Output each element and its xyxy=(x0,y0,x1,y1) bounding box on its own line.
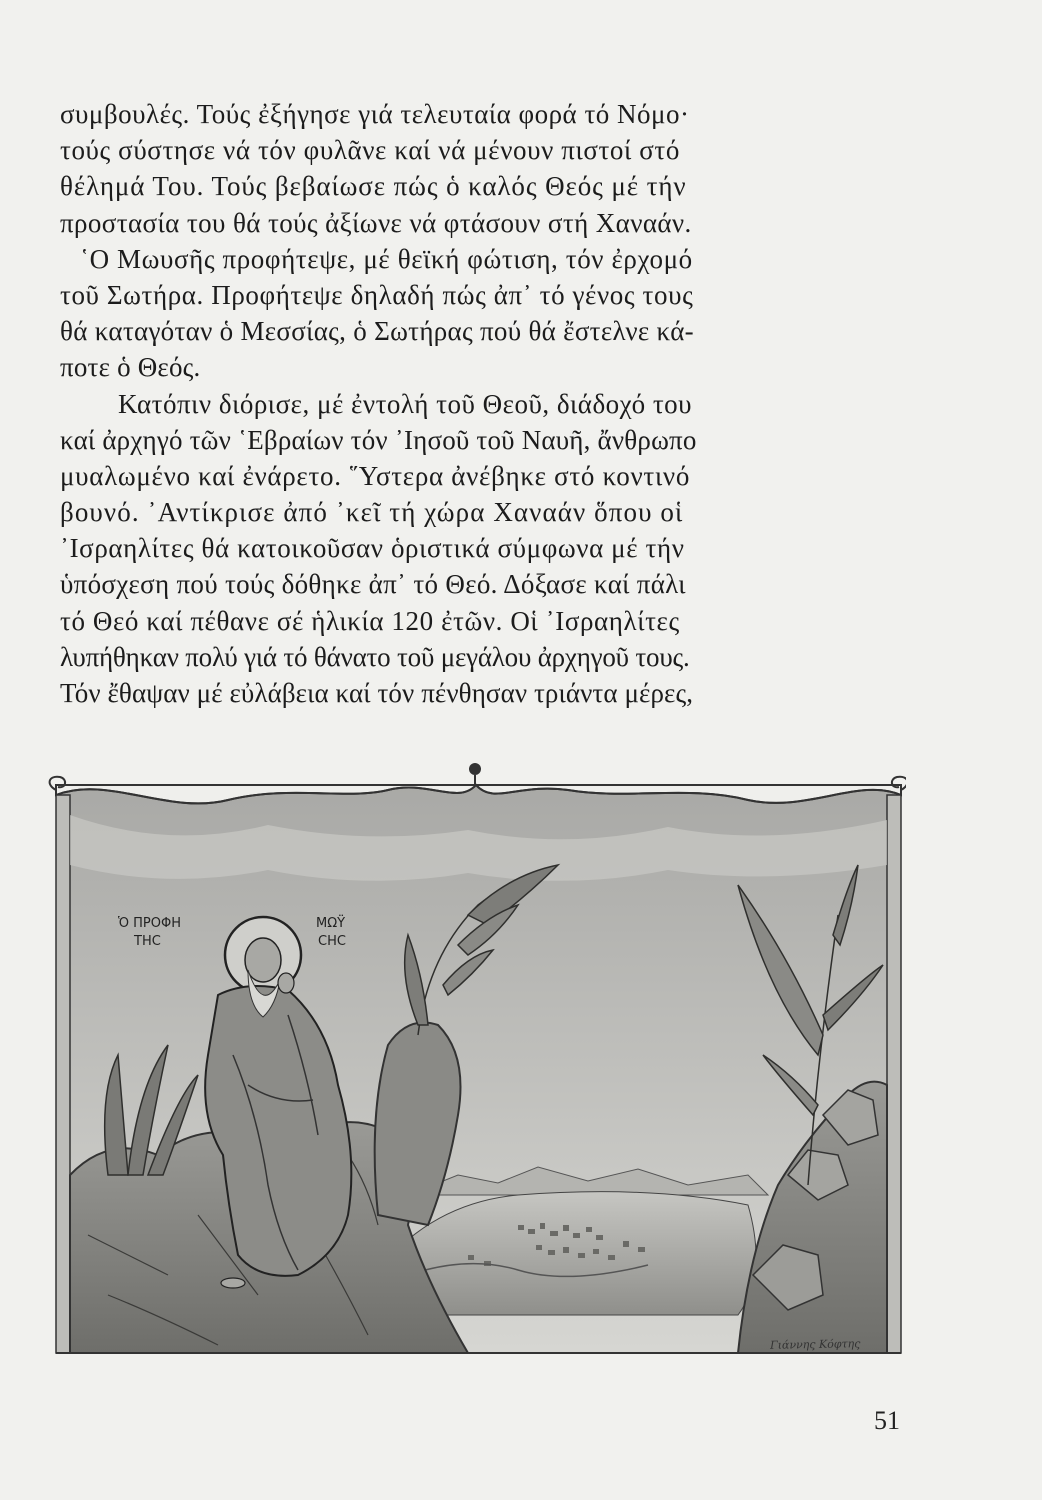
inscription-moses: ΜΩΫ xyxy=(316,916,346,931)
inscription-prophet-2: ΤΗϹ xyxy=(134,934,161,949)
left-column xyxy=(56,795,70,1353)
page-number: 51 xyxy=(874,1406,900,1435)
text-line: λυπήθηκαν πολύ γιά τό θάνατο τοῦ μεγάλου ἀρχηγοῦ τους. xyxy=(60,641,690,672)
text-line: βουνό. ᾿Αντίκρισε ἀπό ᾿κεῖ τή χώρα Χαναάν ὅπου οἱ xyxy=(60,497,684,528)
text-line: ᾿Ισραηλίτες θά κατοικοῦσαν ὁριστικά σύμφωνα μέ τήν xyxy=(60,533,685,564)
right-column xyxy=(887,795,901,1353)
artist-signature: Γιάννης Κόφτης xyxy=(769,1337,861,1352)
text-line: θά καταγόταν ὁ Μεσσίας, ὁ Σωτήρας πού θά ἔστελνε κά- xyxy=(60,316,694,347)
body-text xyxy=(60,96,900,711)
text-line: τοῦ Σωτήρα. Προφήτεψε δηλαδή πώς ἀπ᾿ τό γένος τους xyxy=(60,279,694,310)
text-line: προστασία του θά τούς ἀξίωνε νά φτάσουν στή Χαναάν. xyxy=(60,207,692,238)
text-line: ποτε ὁ Θεός. xyxy=(60,352,201,383)
text-line: Κατόπιν διόρισε, μέ ἐντολή τοῦ Θεοῦ, διάδοχό του xyxy=(118,388,693,419)
text-line: συμβουλές. Τούς ἐξήγησε γιά τελευταία φορά τό Νόμο· xyxy=(60,99,690,129)
text-line: ὑπόσχεση πού τούς δόθηκε ἀπ᾿ τό Θεό. Δόξασε καί πάλι xyxy=(60,569,686,600)
text-line: ῾Ο Μωυσῆς προφήτεψε, μέ θεϊκή φώτιση, τόν ἐρχομό xyxy=(80,243,693,274)
moses-icon-illustration xyxy=(48,755,906,1355)
inscription-prophet: Ὁ ΠΡΟΦΗ xyxy=(118,916,182,931)
finial-ornament xyxy=(469,763,481,775)
text-line: Τόν ἔθαψαν μέ εὐλάβεια καί τόν πένθησαν τριάντα μέρες, xyxy=(60,678,694,708)
text-line: θέλημά Του. Τούς βεβαίωσε πώς ὁ καλός Θεός μέ τήν xyxy=(60,171,687,202)
text-line: τούς σύστησε νά τόν φυλᾶνε καί νά μένουν πιστοί στό xyxy=(60,135,680,166)
text-line: μυαλωμένο καί ἐνάρετο. ῞Υστερα ἀνέβηκε στό κοντινό xyxy=(60,460,691,491)
text-line: τό Θεό καί πέθανε σέ ἡλικία 120 ἐτῶν. Οἱ ᾿Ισραηλίτες xyxy=(60,605,680,636)
text-line: καί ἀρχηγό τῶν ῾Εβραίων τόν ᾿Ιησοῦ τοῦ Ναυῆ, ἄνθρωπο xyxy=(60,424,697,455)
inscription-moses-2: ϹΗϹ xyxy=(318,934,346,949)
